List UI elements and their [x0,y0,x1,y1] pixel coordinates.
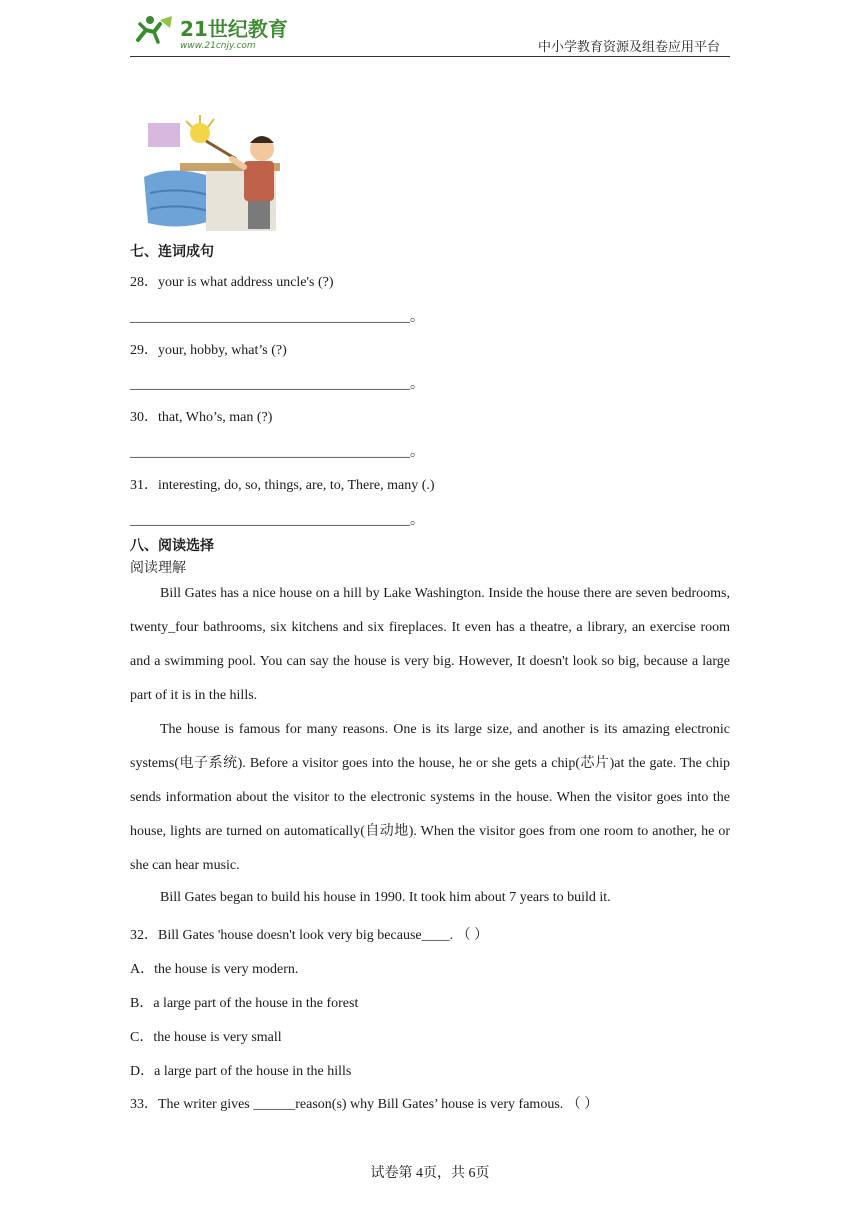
passage-paragraph-3: Bill Gates began to build his house in 1990. It took him about 7 years to build it. [160,890,611,905]
question-28: 28．your is what address uncle's (?) [130,275,334,290]
question-29: 29．your, hobby, what’s (?) [130,343,287,358]
section-8-subtitle: 阅读理解 [130,561,186,576]
page-header [130,10,730,57]
logo-url: www.21cnjy.com [180,41,256,51]
question-33: 33．The writer gives ______reason(s) why Bill Gates’ house is very famous. （ ） [130,1097,599,1112]
site-logo [130,10,300,52]
answer-line-28: ________________________________________。 [130,310,424,325]
platform-name: 中小学教育资源及组卷应用平台 [537,40,720,55]
page-footer: 试卷第 4页，共 6页 [370,1166,490,1181]
section-7-title: 七、连词成句 [130,244,214,260]
question-31: 31．interesting, do, so, things, are, to, There, many (.) [130,478,435,493]
question-32: 32．Bill Gates 'house doesn't look very big because____. （ ） [130,928,489,943]
option-32-a: A．the house is very modern. [130,962,299,977]
passage-paragraph-1: Bill Gates has a nice house on a hill by Lake Washington. Inside the house there are seven bedrooms, twenty_four bathrooms, six kitchens and six fireplaces. It even has a theatre, a library, an exercise room and a swimming pool. You can say the house is very big. However, It doesn't look so big, because a large part of it is in the hills. [130,586,730,703]
answer-line-30: ________________________________________。 [130,445,424,460]
option-32-c: C．the house is very small [130,1030,282,1045]
logo-text: 21世纪教育 [180,17,288,41]
option-32-d: D．a large part of the house in the hills [130,1064,352,1079]
option-32-b: B．a large part of the house in the forest [130,996,359,1011]
boy-cleaning-illustration [140,115,285,235]
answer-line-29: ________________________________________。 [130,377,424,392]
passage-paragraph-2: The house is famous for many reasons. One is its large size, and another is its amazing electronic systems(电子系统). Before a visitor goes into the house, he or she gets a chip(芯片)at the gate. The chip sends information about the visitor to the electronic systems in the house. When the visitor goes into the house, lights are turned on automatically(自动地). When the visitor goes from one room to another, he or she can hear music. [130,722,730,873]
section-8-title: 八、阅读选择 [130,538,214,554]
answer-line-31: ________________________________________。 [130,513,424,528]
question-30: 30．that, Who’s, man (?) [130,410,273,425]
